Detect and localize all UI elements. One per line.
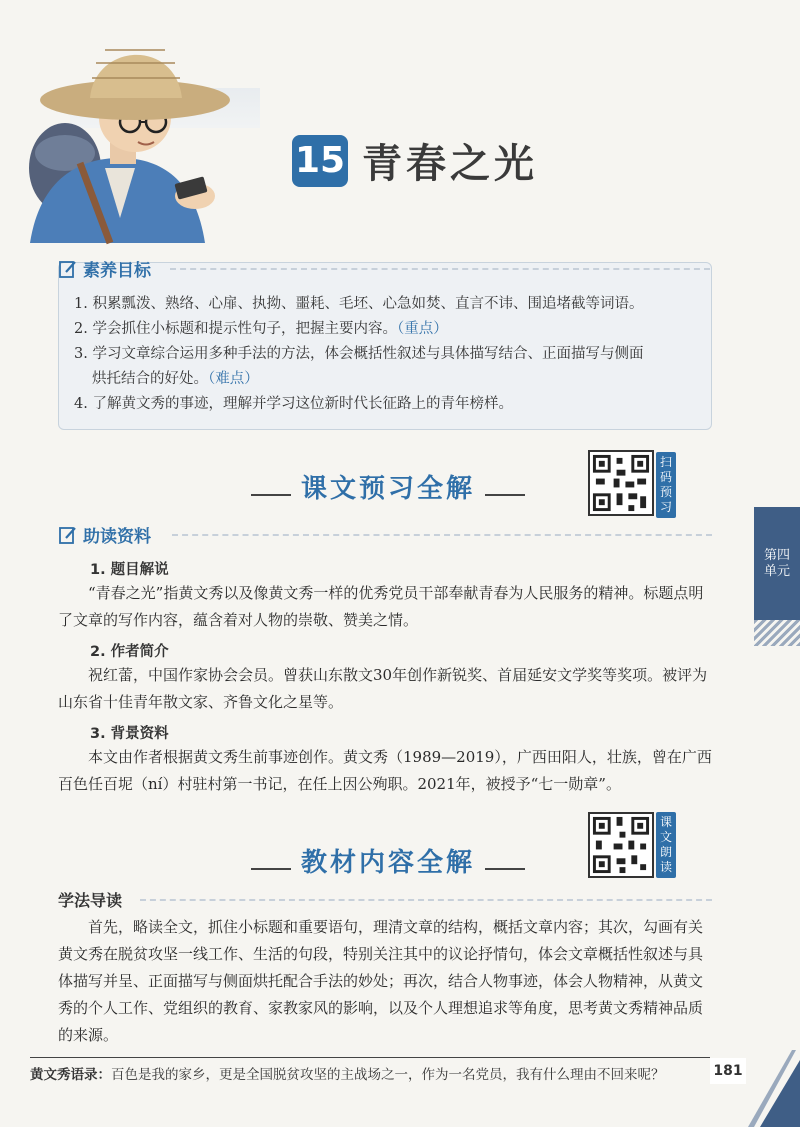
preview-banner: 课文预习全解 <box>250 466 526 506</box>
lesson-number-badge: 15 <box>292 135 348 187</box>
section-heading: 3. 背景资料 <box>90 726 169 742</box>
guide-heading: 学法导读 <box>58 891 123 910</box>
footer-quote: 黄文秀语录：百色是我的家乡，更是全国脱贫攻坚的主战场之一，作为一名党员，我有什么理由不回来呢？ <box>30 1067 665 1083</box>
page-number: 181 <box>710 1058 746 1084</box>
footer-rule <box>30 1057 710 1058</box>
guide-divider <box>140 899 712 901</box>
materials-divider <box>172 534 712 536</box>
goal-item: 3. 学习文章综合运用多种手法的方法，体会概括性叙述与具体描写结合、正面描写与侧面 <box>74 346 644 362</box>
lesson-title <box>292 132 538 189</box>
edit-note-icon <box>58 259 78 279</box>
section-heading: 1. 题目解说 <box>90 562 169 578</box>
content-banner: 教材内容全解 <box>250 840 526 880</box>
qr-code-icon[interactable] <box>588 450 654 516</box>
goal-item: 4. 了解黄文秀的事迹，理解并学习这位新时代长征路上的青年榜样。 <box>74 396 513 412</box>
section-text: 本文由作者根据黄文秀生前事迹创作。黄文秀（1989—2019），广西田阳人，壮族，曾在广西百色任百坭（ní）村驻村第一书记，在任上因公殉职。2021年，被授予“七一勋章”。 <box>58 748 712 793</box>
goals-list <box>74 292 704 417</box>
side-tab-stripe <box>754 620 800 646</box>
section-text: “青春之光”指黄文秀以及像黄文秀一样的优秀党员干部奉献青春为人民服务的精神。标题点明了文章的写作内容，蕴含着对人物的崇敬、赞美之情。 <box>58 584 704 629</box>
qr-tag-reading: 课文朗读 <box>656 812 676 878</box>
materials-heading: 助读资料 <box>58 522 151 547</box>
unit-side-tab: 第四 单元 <box>754 507 800 621</box>
section-text: 祝红蕾，中国作家协会会员。曾获山东散文30年创作新锐奖、首届延安文学奖等奖项。被评为山东省十佳青年散文家、齐鲁文化之星等。 <box>58 666 708 711</box>
page-corner-decoration <box>700 1040 800 1127</box>
goal-item: 2. 学会抓住小标题和提示性句子，把握主要内容。（重点） <box>74 321 448 337</box>
qr-code-icon[interactable] <box>588 812 654 878</box>
qr-tag-preview: 扫码预习 <box>656 452 676 518</box>
edit-note-icon <box>58 525 78 545</box>
goals-heading: 素养目标 <box>58 256 151 281</box>
guide-text: 首先，略读全文，抓住小标题和重要语句，理清文章的结构，概括文章内容；其次，勾画有关黄文秀在脱贫攻坚一线工作、生活的句段，特别关注其中的议论抒情句，体会文章概括性叙述与具体描写并呈、正面描写与侧面烘托配合手法的妙处；再次，结合人物事迹，体会人物精神，从黄文秀的个人工作、党组织的教育、家教家风的影响，以及个人理想追求等角度，思考黄文秀精神品质的来源。 <box>58 918 704 1044</box>
section-heading: 2. 作者简介 <box>90 644 169 660</box>
goal-item-continued: 烘托结合的好处。（难点） <box>92 371 259 387</box>
farmer-illustration <box>10 18 260 248</box>
goal-item: 1. 积累瓢泼、熟络、心扉、执拗、噩耗、毛坯、心急如焚、直言不讳、围追堵截等词语。 <box>74 296 644 312</box>
goals-divider <box>170 268 710 270</box>
lesson-name: 青春之光 <box>362 141 538 187</box>
